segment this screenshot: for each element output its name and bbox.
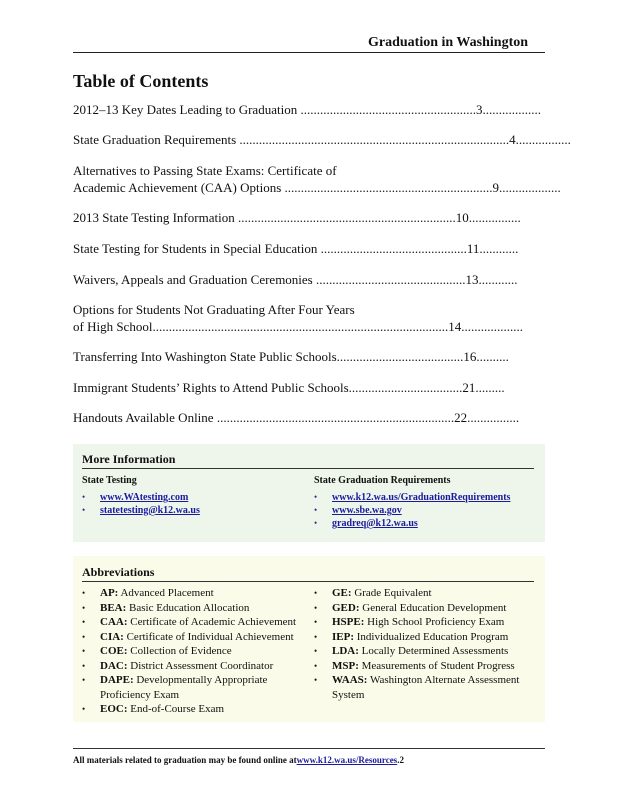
abbreviation-definition: Measurements of Student Progress [358, 659, 515, 672]
toc-entry[interactable]: Academic Achievement (CAA) Options ................................................................9................... [73, 180, 561, 195]
abbreviation-key: WAAS: [332, 674, 368, 686]
bullet-icon: • [82, 588, 86, 598]
toc-entry[interactable]: 2012–13 Key Dates Leading to Graduation ......................................................3.................. [73, 102, 541, 117]
abbreviation-key: CAA: [100, 616, 128, 628]
abbreviation-key: BEA: [100, 601, 127, 614]
abbreviation-definition: District Assessment Coordinator [127, 659, 274, 672]
abbreviation-key: DAPE: [100, 674, 134, 686]
toc-entry[interactable]: State Graduation Requirements ...................................................................................4................. [73, 132, 571, 147]
bullet-icon: • [82, 646, 86, 656]
abbreviation-item [82, 673, 310, 702]
abbreviation-key: EOC: [100, 703, 128, 715]
bullet-icon: • [82, 660, 86, 671]
graduation-requirements-links [314, 491, 510, 530]
abbreviation-definition: Collection of Evidence [127, 645, 232, 657]
abbreviation-item [82, 702, 310, 717]
link-gradreq-email[interactable]: gradreq@k12.wa.us [332, 518, 418, 529]
abbreviation-item [314, 673, 539, 702]
bullet-icon: • [314, 617, 318, 627]
list-item [82, 504, 200, 517]
graduation-requirements-heading: State Graduation Requirements [314, 475, 451, 486]
abbreviation-item [314, 615, 539, 630]
abbreviation-key: GE: [332, 587, 352, 599]
abbreviation-item [314, 601, 539, 616]
abbreviation-key: DAC: [100, 659, 128, 672]
bullet-icon: • [314, 675, 318, 685]
bullet-icon: • [314, 602, 318, 613]
toc-entry[interactable]: 2013 State Testing Information ...................................................................10................ [73, 210, 521, 225]
footer-text: All materials related to graduation may be found online at [73, 755, 297, 765]
abbreviations-rule [82, 581, 534, 582]
page-number: .2 [397, 755, 404, 765]
footer-rule [73, 748, 545, 749]
toc-entry[interactable]: of High School...........................................................................................14................... [73, 319, 523, 334]
abbreviation-key: MSP: [332, 659, 359, 672]
abbreviation-item [314, 586, 539, 601]
bullet-icon: • [82, 675, 86, 685]
abbreviation-definition: Individualized Education Program [354, 630, 509, 643]
bullet-icon: • [82, 505, 86, 515]
state-testing-links [82, 491, 200, 517]
abbreviation-item [314, 630, 539, 645]
abbreviation-definition: Basic Education Allocation [126, 601, 250, 614]
bullet-icon: • [314, 588, 318, 598]
more-information-rule [82, 468, 534, 469]
abbreviations-heading: Abbreviations [82, 565, 155, 579]
header-rule [73, 52, 545, 53]
bullet-icon: • [314, 631, 318, 642]
abbreviation-definition: Grade Equivalent [351, 587, 432, 599]
abbreviation-item [82, 601, 310, 616]
abbreviation-definition: Certificate of Individual Achievement [123, 630, 294, 643]
abbreviations-list-left [82, 586, 310, 717]
abbreviation-key: LDA: [332, 645, 359, 657]
toc-entry[interactable]: Transferring Into Washington State Public Schools.......................................16.......... [73, 349, 509, 364]
bullet-icon: • [314, 492, 318, 502]
footer [73, 755, 404, 765]
toc-entry[interactable]: Alternatives to Passing State Exams: Certificate of [73, 163, 337, 178]
toc-entry[interactable]: Options for Students Not Graduating After Four Years [73, 302, 355, 317]
bullet-icon: • [82, 704, 86, 714]
abbreviation-item [82, 644, 310, 659]
abbreviations-box [73, 556, 545, 722]
list-item [82, 491, 200, 504]
toc-heading: Table of Contents [73, 71, 209, 91]
bullet-icon: • [82, 492, 86, 502]
abbreviation-key: AP: [100, 587, 119, 599]
abbreviation-item [314, 659, 539, 674]
bullet-icon: • [314, 518, 318, 528]
toc-entry[interactable]: Waivers, Appeals and Graduation Ceremonies ..............................................13............ [73, 272, 518, 287]
abbreviation-key: IEP: [332, 630, 354, 643]
bullet-icon: • [314, 646, 318, 656]
link-sbe[interactable]: www.sbe.wa.gov [332, 505, 402, 516]
link-watesting[interactable]: www.WAtesting.com [100, 492, 189, 503]
abbreviation-key: CIA: [100, 630, 124, 643]
toc-entry[interactable]: State Testing for Students in Special Education .............................................11............ [73, 241, 519, 256]
abbreviation-item [82, 659, 310, 674]
abbreviation-definition: Advanced Placement [118, 587, 214, 599]
abbreviation-definition: Developmentally Appropriate Proficiency Exam [100, 674, 268, 701]
toc-entry[interactable]: Handouts Available Online .........................................................................22................ [73, 410, 520, 425]
abbreviation-item [82, 615, 310, 630]
state-testing-heading: State Testing [82, 475, 137, 486]
bullet-icon: • [314, 660, 318, 671]
more-information-heading: More Information [82, 452, 176, 466]
abbreviation-key: HSPE: [332, 616, 365, 628]
list-item [314, 504, 510, 517]
header-title: Graduation in Washington [368, 35, 529, 50]
link-statetesting-email[interactable]: statetesting@k12.wa.us [100, 505, 200, 516]
bullet-icon: • [82, 617, 86, 627]
bullet-icon: • [314, 505, 318, 515]
abbreviation-definition: Certificate of Academic Achievement [127, 616, 297, 628]
bullet-icon: • [82, 631, 86, 642]
abbreviation-key: GED: [332, 601, 360, 614]
abbreviation-definition: End-of-Course Exam [127, 703, 225, 715]
abbreviation-definition: Washington Alternate Assessment System [332, 674, 520, 701]
more-information-box [73, 444, 545, 542]
abbreviation-key: COE: [100, 645, 128, 657]
list-item [314, 517, 510, 530]
abbreviation-item [314, 644, 539, 659]
link-graduation-requirements[interactable]: www.k12.wa.us/GraduationRequirements [332, 492, 511, 503]
list-item [314, 491, 510, 504]
toc-entry[interactable]: Immigrant Students’ Rights to Attend Public Schools...................................21......... [73, 380, 505, 395]
abbreviation-definition: High School Proficiency Exam [364, 616, 505, 628]
bullet-icon: • [82, 602, 86, 613]
abbreviation-definition: Locally Determined Assessments [358, 645, 509, 657]
abbreviation-item [82, 586, 310, 601]
abbreviation-definition: General Education Development [359, 601, 507, 614]
abbreviation-item [82, 630, 310, 645]
footer-resources-link[interactable]: www.k12.wa.us/Resources [296, 755, 398, 765]
abbreviations-list-right [314, 586, 539, 702]
